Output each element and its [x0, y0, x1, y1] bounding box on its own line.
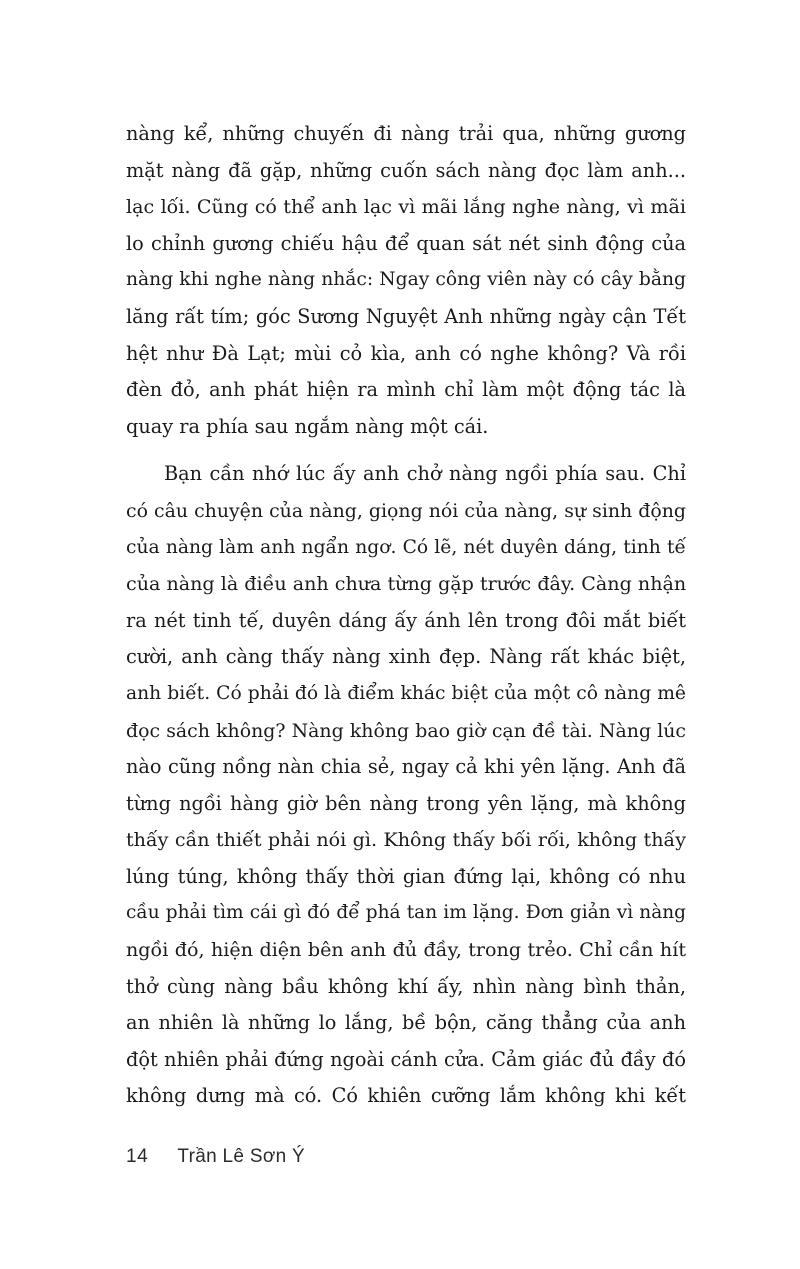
text-line: mặt nàng đã gặp, những cuốn sách nàng đọc làm anh... — [126, 158, 686, 182]
text-line: lạc lối. Cũng có thể anh lạc vì mãi lắng nghe nàng, vì mãi — [126, 195, 686, 219]
page-footer — [126, 1142, 305, 1172]
text-line: đột nhiên phải đứng ngoài cánh cửa. Cảm giác đủ đầy đó — [126, 1047, 686, 1071]
text-line: không dưng mà có. Có khiên cưỡng lắm không khi kết — [126, 1084, 686, 1108]
text-line: có câu chuyện của nàng, giọng nói của nàng, sự sinh động — [126, 499, 686, 522]
author-name: Trần Lê Sơn Ý — [177, 1146, 306, 1167]
text-line: nàng khi nghe nàng nhắc: Ngay công viên này có cây bằng — [126, 269, 686, 291]
text-line: nàng kể, những chuyến đi nàng trải qua, những gương — [126, 122, 686, 145]
text-line: cầu phải tìm cái gì đó để phá tan im lặng. Đơn giản vì nàng — [126, 902, 686, 924]
text-line: cười, anh càng thấy nàng xinh đẹp. Nàng rất khác biệt, — [126, 645, 686, 669]
text-line: ngồi đó, hiện diện bên anh đủ đầy, trong trẻo. Chỉ cần hít — [126, 938, 686, 962]
text-line: an nhiên là những lo lắng, bề bộn, căng thẳng của anh — [126, 1011, 686, 1035]
text-line: hệt như Đà Lạt; mùi cỏ kìa, anh có nghe không? Và rồi — [126, 341, 686, 365]
text-line: lúng túng, không thấy thời gian đứng lại, không có nhu — [126, 864, 686, 888]
paragraph-2 — [126, 456, 686, 1115]
text-line: của nàng làm anh ngẩn ngơ. Có lẽ, nét duyên dáng, tinh tế — [126, 536, 686, 558]
text-line: lo chỉnh gương chiếu hậu để quan sát nét sinh động của — [126, 231, 686, 255]
text-line: nào cũng nồng nàn chia sẻ, ngay cả khi yên lặng. Anh đã — [126, 755, 686, 779]
text-line: của nàng là điều anh chưa từng gặp trước đây. Càng nhận — [126, 572, 687, 596]
paragraph-1 — [126, 116, 686, 445]
text-line: thấy cần thiết phải nói gì. Không thấy bối rối, không thấy — [126, 828, 686, 852]
text-line: lăng rất tím; góc Sương Nguyệt Anh những ngày cận Tết — [126, 304, 686, 328]
text-line: anh biết. Có phải đó là điểm khác biệt của một cô nàng mê — [126, 682, 686, 704]
text-line: ra nét tinh tế, duyên dáng ấy ánh lên trong đôi mắt biết — [126, 608, 686, 632]
text-line-indented: Bạn cần nhớ lúc ấy anh chở nàng ngồi phía sau. Chỉ — [164, 462, 686, 486]
page-number: 14 — [126, 1146, 149, 1167]
text-line: thở cùng nàng bầu không khí ấy, nhìn nàng bình thản, — [126, 974, 686, 998]
text-line: từng ngồi hàng giờ bên nàng trong yên lặng, mà không — [126, 791, 686, 815]
body-text — [126, 116, 686, 1115]
text-line: đèn đỏ, anh phát hiện ra mình chỉ làm một động tác là — [126, 378, 686, 402]
text-line-last: quay ra phía sau ngắm nàng một cái. — [126, 414, 489, 438]
text-line: đọc sách không? Nàng không bao giờ cạn đề tài. Nàng lúc — [126, 719, 686, 742]
